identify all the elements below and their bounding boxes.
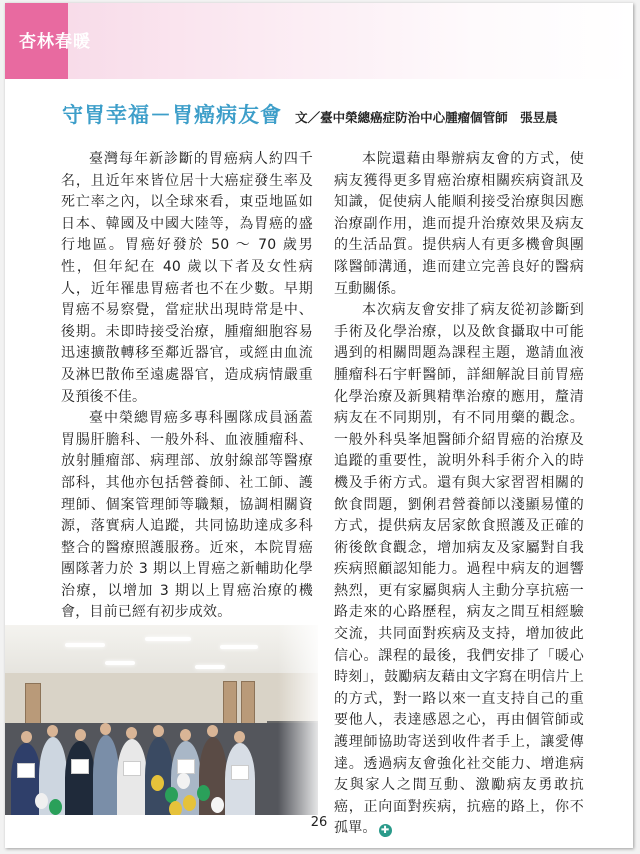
paragraph-text: 本次病友會安排了病友從初診斷到手術及化學治療，以及飲食攝取中可能遇到的相關問題為課程主題，邀請血液腫瘤科石宇軒醫師，詳細解說目前胃癌化學治療及新興精準治療的應用，釐清病友在不同期別，有不同用藥的觀念。一般外科吳峯旭醫師介紹胃癌的治療及追蹤的重要性，說明外科手術介入的時機及手術方式。還有與大家習習相關的飲食問題，劉俐君營養師以淺顯易懂的方式，提供病友居家飲食照護及正確的術後飲食觀念，增加病友及家屬對自我疾病照顧認知能力。過程中病友的迴響熱烈，更有家屬與病人主動分享抗癌一路走來的心路歷程，病友之間互相經驗交流，共同面對疾病及支持，增加彼此信心。課程的最後，我們安排了「暖心時刻」，鼓勵病友藉由文字寫在明信片上的方式，對一路以來一直支持自己的重要他人，表達感恩之心，再由個管師或護理師協助寄送到收件者手上，讓愛傳達。透過病友會強化社交能力、增進病友與家人之間互動、激勵病友勇敢抗癌，正向面對疾病，抗癌的路上，你不孤單。 <box>334 302 584 837</box>
person-head <box>47 725 58 737</box>
section-label: 杏林春暖 <box>19 32 91 52</box>
title-row <box>62 99 622 129</box>
balloon <box>169 801 182 815</box>
document-page <box>5 3 633 848</box>
balloon <box>211 797 224 813</box>
person-head <box>75 729 86 741</box>
ceiling-light <box>65 643 105 647</box>
person <box>93 735 119 815</box>
person-head <box>180 729 191 741</box>
postcard <box>71 759 89 774</box>
person-head <box>100 723 111 735</box>
person-head <box>207 725 218 737</box>
group-photo <box>5 625 318 815</box>
person <box>117 739 147 815</box>
paragraph: 臺中榮總胃癌多專科團隊成員涵蓋胃腸肝膽科、一般外科、血液腫瘤科、放射腫瘤部、病理部、放射線部等醫療部科，其他亦包括營養師、社工師、護理師、個案管理師等職類，協調相關資源，落實病人追蹤，共同協助達成多科整合的醫療照護服務。近來，本院胃癌團隊著力於 3 期以上胃癌之新輔助化學治療，以增加 3 期以上胃癌治療的機會，目前已經有初步成效。 <box>61 410 313 621</box>
ceiling-light <box>220 645 258 649</box>
paragraph: 本院還藉由舉辦病友會的方式，使病友獲得更多胃癌治療相關疾病資訊及知識，促使病人能順利接受治療與因應治療副作用，進而提升治療效果及病友的生活品質。提供病人有更多機會與團隊醫師溝通，進而建立完善良好的醫病互動關係。 <box>334 151 584 297</box>
left-column <box>61 149 313 624</box>
wall-panel <box>25 683 41 725</box>
postcard <box>231 765 249 780</box>
section-tab <box>5 3 91 79</box>
balloon <box>197 785 210 801</box>
postcard <box>17 763 35 778</box>
ceiling-light <box>145 637 191 641</box>
paragraph-last <box>334 300 584 840</box>
paragraph: 臺灣每年新診斷的胃癌病人約四千名，且近年來皆位居十大癌症發生率及死亡率之內，以全球來看，東亞地區如日本、韓國及中國大陸等，為胃癌的盛行地區。胃癌好發於 50 ～ 70 歲男性，但年紀在 40 歲以下者及女性病人，近年罹患胃癌者也不在少數。早期胃癌不易察覺，當症狀出現時常是中、後期。未即時接受治療，腫瘤細胞容易迅速擴散轉移至鄰近器官，或經由血流及淋巴散佈至遠處器官，造成病情嚴重及預後不佳。 <box>61 151 313 405</box>
ceiling-light <box>105 661 135 665</box>
ceiling-light <box>195 665 225 669</box>
article-title: 守胃幸福－胃癌病友會 <box>62 102 282 127</box>
postcard <box>177 759 195 774</box>
page-number: 26 <box>310 815 328 830</box>
balloon <box>177 773 190 789</box>
person-head <box>234 731 245 743</box>
hospital-logo-icon: ✚ <box>379 824 392 837</box>
balloon <box>35 793 48 809</box>
photo-edge-fade <box>278 625 318 815</box>
balloon <box>183 795 196 811</box>
article-byline: 文／臺中榮總癌症防治中心腫瘤個管師 張昱晨 <box>295 110 558 125</box>
person-head <box>153 725 164 737</box>
header-band <box>5 3 633 79</box>
balloon <box>151 775 164 791</box>
person <box>65 741 95 815</box>
person-head <box>126 727 137 739</box>
postcard <box>123 761 141 776</box>
balloon <box>49 799 62 815</box>
wall-panel <box>223 681 237 725</box>
wall-panel <box>241 681 255 725</box>
right-column <box>334 149 584 840</box>
person-head <box>21 731 32 743</box>
